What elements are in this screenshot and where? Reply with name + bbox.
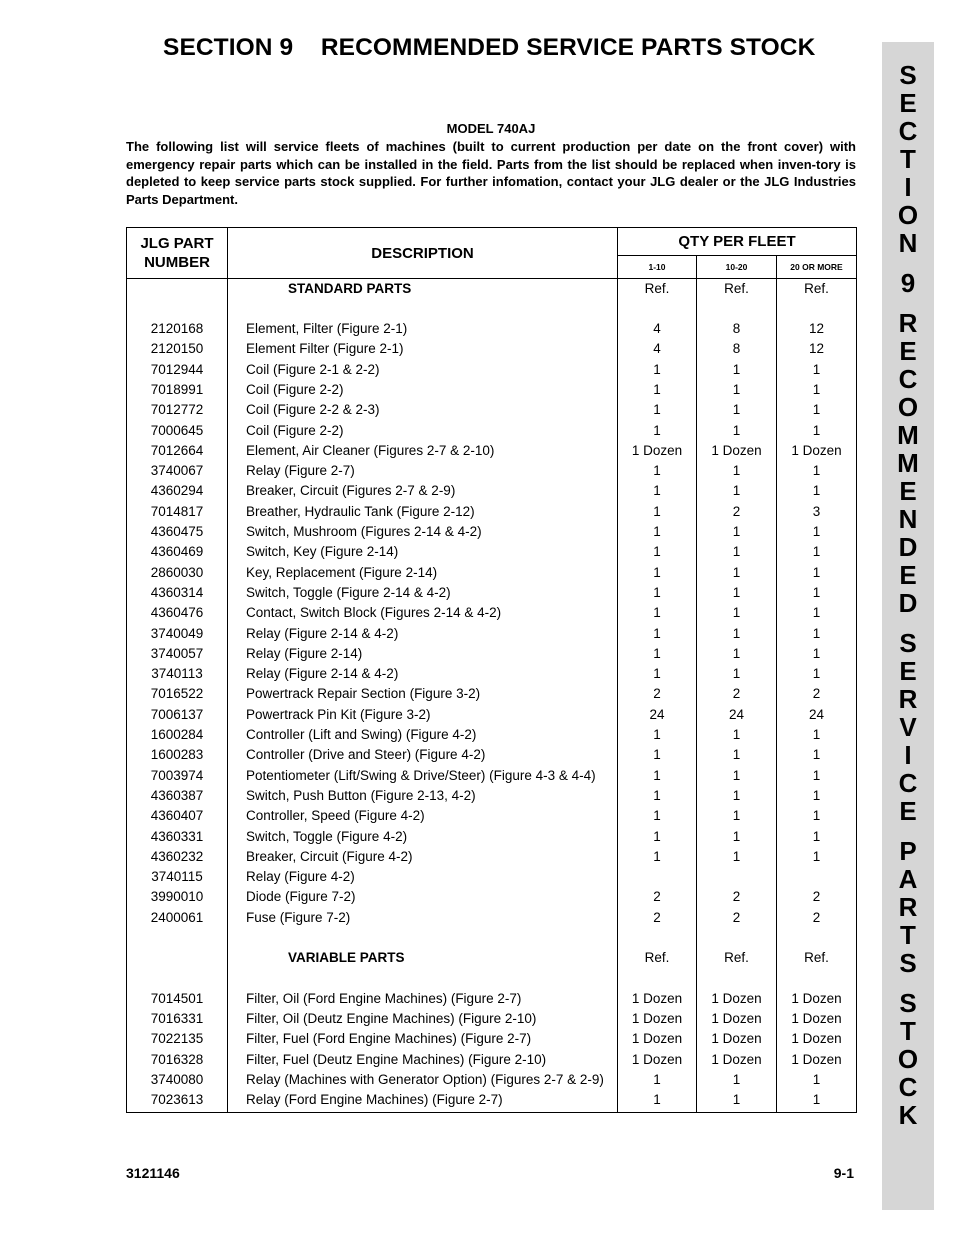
part-number-cell: 2860030 xyxy=(127,563,228,583)
qty-1-10-cell: 1 xyxy=(618,766,697,786)
table-row xyxy=(127,847,857,867)
side-tab-letters xyxy=(882,61,934,1129)
qty-1-10-cell: 1 xyxy=(618,847,697,867)
part-number-cell: 7018991 xyxy=(127,380,228,400)
qty-10-20-cell: 1 xyxy=(697,644,777,664)
qty-1-10-cell: 1 xyxy=(618,624,697,644)
qty-1-10-cell: 1 xyxy=(618,786,697,806)
qty-10-20-cell: 1 xyxy=(697,380,777,400)
side-tab-letter: R xyxy=(898,308,918,338)
qty-1-10-cell: 1 xyxy=(618,461,697,481)
qty-1-10-cell: 1 xyxy=(618,421,697,441)
side-tab-letter: T xyxy=(900,144,916,174)
qty-1-10-cell: 1 Dozen xyxy=(618,1050,697,1070)
table-row xyxy=(127,563,857,583)
qty-1-10-cell xyxy=(618,867,697,887)
table-row xyxy=(127,319,857,339)
qty-1-10-cell: 2 xyxy=(618,908,697,928)
qty-1-10-cell: 1 xyxy=(618,542,697,562)
qty-1-10-cell: 1 xyxy=(618,725,697,745)
qty-1-10-cell: 24 xyxy=(618,705,697,725)
qty-20-more-cell xyxy=(777,928,857,948)
description-cell: Filter, Oil (Deutz Engine Machines) (Figure 2-10) xyxy=(228,1009,618,1029)
side-tab-letter: R xyxy=(898,684,918,714)
header-qty-10-20: 10-20 xyxy=(697,256,777,279)
qty-20-more-cell: 1 xyxy=(777,847,857,867)
qty-1-10-cell: 1 xyxy=(618,1070,697,1090)
description-cell: Powertrack Repair Section (Figure 3-2) xyxy=(228,684,618,704)
qty-10-20-cell: 1 xyxy=(697,583,777,603)
side-tab-letter: O xyxy=(897,392,919,422)
description-cell: Contact, Switch Block (Figures 2-14 & 4-2) xyxy=(228,603,618,623)
qty-10-20-cell: 1 xyxy=(697,745,777,765)
qty-1-10-cell: Ref. xyxy=(618,948,697,968)
qty-10-20-cell xyxy=(697,867,777,887)
section-title: RECOMMENDED SERVICE PARTS STOCK xyxy=(320,34,816,61)
qty-10-20-cell: 1 xyxy=(697,400,777,420)
qty-1-10-cell xyxy=(618,969,697,989)
part-number-cell: 4360232 xyxy=(127,847,228,867)
part-number-cell xyxy=(127,928,228,948)
part-number-cell: 7022135 xyxy=(127,1029,228,1049)
part-number-cell: 1600283 xyxy=(127,745,228,765)
side-tab-letter: E xyxy=(899,560,917,590)
side-tab-letter: O xyxy=(897,200,919,230)
table-row xyxy=(127,522,857,542)
part-number-cell xyxy=(127,279,228,299)
table-row xyxy=(127,705,857,725)
description-cell: Key, Replacement (Figure 2-14) xyxy=(228,563,618,583)
qty-20-more-cell: 1 xyxy=(777,380,857,400)
side-tab-letter: R xyxy=(898,892,918,922)
qty-20-more-cell: 1 xyxy=(777,583,857,603)
qty-1-10-cell: 1 xyxy=(618,664,697,684)
qty-1-10-cell: 2 xyxy=(618,684,697,704)
qty-10-20-cell: 1 xyxy=(697,847,777,867)
table-row xyxy=(127,806,857,826)
description-cell: Powertrack Pin Kit (Figure 3-2) xyxy=(228,705,618,725)
qty-10-20-cell: 2 xyxy=(697,684,777,704)
qty-10-20-cell: 1 xyxy=(697,421,777,441)
part-number-cell: 7014501 xyxy=(127,989,228,1009)
side-tab-letter: S xyxy=(899,628,917,658)
qty-20-more-cell: 24 xyxy=(777,705,857,725)
part-number-cell: 2120150 xyxy=(127,339,228,359)
qty-20-more-cell: 1 Dozen xyxy=(777,989,857,1009)
qty-10-20-cell: 8 xyxy=(697,339,777,359)
table-row xyxy=(127,684,857,704)
description-cell: Fuse (Figure 7-2) xyxy=(228,908,618,928)
qty-10-20-cell: 1 Dozen xyxy=(697,441,777,461)
qty-1-10-cell: 1 xyxy=(618,745,697,765)
part-number-cell: 3740113 xyxy=(127,664,228,684)
part-number-cell: 4360314 xyxy=(127,583,228,603)
part-number-cell: 3740067 xyxy=(127,461,228,481)
qty-1-10-cell: 1 xyxy=(618,481,697,501)
qty-10-20-cell: 1 Dozen xyxy=(697,1050,777,1070)
side-tab-letter: C xyxy=(898,116,918,146)
page-heading xyxy=(163,34,815,62)
qty-20-more-cell: 2 xyxy=(777,887,857,907)
intro-paragraph: The following list will service fleets of machines (built to current production per date on the front cover) with emergency repair parts which can be installed in the field. Parts from the list should be replaced when inven-tory is depleted to keep service parts stock supplied. For further infomation, contact your JLG dealer or the JLG Industries Parts Department. xyxy=(126,139,856,207)
description-cell: Coil (Figure 2-2) xyxy=(228,380,618,400)
qty-10-20-cell xyxy=(697,299,777,319)
description-cell xyxy=(228,969,618,989)
table-row xyxy=(127,908,857,928)
description-cell: Potentiometer (Lift/Swing & Drive/Steer) (Figure 4-3 & 4-4) xyxy=(228,766,618,786)
description-cell: VARIABLE PARTS xyxy=(228,948,618,968)
part-number-cell: 4360476 xyxy=(127,603,228,623)
qty-20-more-cell: 1 xyxy=(777,786,857,806)
qty-20-more-cell: 1 xyxy=(777,461,857,481)
qty-10-20-cell: 2 xyxy=(697,908,777,928)
qty-20-more-cell: 1 xyxy=(777,603,857,623)
part-number-cell: 4360407 xyxy=(127,806,228,826)
description-cell: Relay (Figure 2-7) xyxy=(228,461,618,481)
part-number-cell: 3740049 xyxy=(127,624,228,644)
qty-1-10-cell: 1 xyxy=(618,583,697,603)
qty-20-more-cell: 1 xyxy=(777,827,857,847)
part-number-cell: 3740080 xyxy=(127,1070,228,1090)
qty-20-more-cell xyxy=(777,867,857,887)
side-tab-letter: N xyxy=(898,504,918,534)
side-tab-letter: E xyxy=(899,336,917,366)
qty-10-20-cell: 1 xyxy=(697,522,777,542)
table-row xyxy=(127,644,857,664)
qty-1-10-cell: 1 xyxy=(618,1090,697,1112)
qty-20-more-cell: 1 xyxy=(777,481,857,501)
table-row xyxy=(127,542,857,562)
qty-20-more-cell: 3 xyxy=(777,502,857,522)
part-number-cell: 7012772 xyxy=(127,400,228,420)
qty-20-more-cell: 1 Dozen xyxy=(777,1009,857,1029)
side-tab-letter: S xyxy=(899,60,917,90)
table-row xyxy=(127,725,857,745)
table-row xyxy=(127,603,857,623)
qty-20-more-cell: 1 xyxy=(777,624,857,644)
part-number-cell xyxy=(127,299,228,319)
qty-1-10-cell: 1 xyxy=(618,563,697,583)
qty-20-more-cell: 1 xyxy=(777,1090,857,1112)
table-row xyxy=(127,1070,857,1090)
table-section-row xyxy=(127,279,857,299)
side-tab-letter: P xyxy=(899,836,917,866)
part-number-cell: 4360294 xyxy=(127,481,228,501)
description-cell: Controller (Lift and Swing) (Figure 4-2) xyxy=(228,725,618,745)
description-cell: Coil (Figure 2-2 & 2-3) xyxy=(228,400,618,420)
qty-1-10-cell: 1 Dozen xyxy=(618,1029,697,1049)
side-tab-letter: T xyxy=(900,920,916,950)
qty-1-10-cell: 2 xyxy=(618,887,697,907)
qty-10-20-cell: 1 xyxy=(697,806,777,826)
qty-10-20-cell: 1 xyxy=(697,481,777,501)
qty-10-20-cell xyxy=(697,928,777,948)
description-cell: Diode (Figure 7-2) xyxy=(228,887,618,907)
qty-1-10-cell: 4 xyxy=(618,319,697,339)
description-cell: Element Filter (Figure 2-1) xyxy=(228,339,618,359)
table-row xyxy=(127,867,857,887)
table-row xyxy=(127,664,857,684)
qty-10-20-cell: Ref. xyxy=(697,948,777,968)
part-number-cell: 3740115 xyxy=(127,867,228,887)
side-tab-letter: V xyxy=(899,712,917,742)
document-number: 3121146 xyxy=(126,1165,180,1181)
table-row xyxy=(127,827,857,847)
qty-20-more-cell: 1 xyxy=(777,400,857,420)
side-tab-letter: C xyxy=(898,768,918,798)
part-number-cell: 7012944 xyxy=(127,360,228,380)
qty-1-10-cell xyxy=(618,928,697,948)
table-row xyxy=(127,360,857,380)
side-tab-letter: E xyxy=(899,88,917,118)
table-spacer-row xyxy=(127,928,857,948)
qty-1-10-cell: 1 xyxy=(618,380,697,400)
qty-20-more-cell: 1 Dozen xyxy=(777,441,857,461)
qty-20-more-cell: 1 xyxy=(777,360,857,380)
qty-20-more-cell: 1 xyxy=(777,766,857,786)
description-cell: Switch, Key (Figure 2-14) xyxy=(228,542,618,562)
table-row xyxy=(127,989,857,1009)
qty-20-more-cell: 12 xyxy=(777,339,857,359)
side-tab-letter: M xyxy=(897,448,919,478)
header-qty-1-10: 1-10 xyxy=(618,256,697,279)
side-tab-letter: I xyxy=(904,172,912,202)
side-tab-letter: E xyxy=(899,476,917,506)
description-cell: Switch, Mushroom (Figures 2-14 & 4-2) xyxy=(228,522,618,542)
qty-1-10-cell: 1 xyxy=(618,360,697,380)
qty-10-20-cell: 24 xyxy=(697,705,777,725)
table-row xyxy=(127,1050,857,1070)
table-row xyxy=(127,1009,857,1029)
side-tab-letter: D xyxy=(898,588,918,618)
table-row xyxy=(127,1090,857,1112)
qty-10-20-cell: 1 Dozen xyxy=(697,1009,777,1029)
description-cell: Filter, Fuel (Deutz Engine Machines) (Figure 2-10) xyxy=(228,1050,618,1070)
qty-10-20-cell: 1 xyxy=(697,603,777,623)
table-row xyxy=(127,786,857,806)
qty-20-more-cell: Ref. xyxy=(777,948,857,968)
side-tab-letter: D xyxy=(898,532,918,562)
part-number-cell: 7012664 xyxy=(127,441,228,461)
description-cell: Switch, Toggle (Figure 4-2) xyxy=(228,827,618,847)
qty-10-20-cell: 1 xyxy=(697,725,777,745)
table-row xyxy=(127,583,857,603)
qty-10-20-cell xyxy=(697,969,777,989)
description-cell: Coil (Figure 2-1 & 2-2) xyxy=(228,360,618,380)
qty-1-10-cell: 4 xyxy=(618,339,697,359)
qty-20-more-cell: 1 xyxy=(777,644,857,664)
part-number-cell: 7014817 xyxy=(127,502,228,522)
table-row xyxy=(127,400,857,420)
qty-20-more-cell: 1 xyxy=(777,745,857,765)
side-tab-letter: A xyxy=(898,864,918,894)
side-tab-letter: S xyxy=(899,988,917,1018)
qty-10-20-cell: 8 xyxy=(697,319,777,339)
qty-1-10-cell: 1 xyxy=(618,827,697,847)
part-number-cell: 4360469 xyxy=(127,542,228,562)
side-tab-letter: M xyxy=(897,420,919,450)
qty-1-10-cell xyxy=(618,299,697,319)
part-number-cell: 3990010 xyxy=(127,887,228,907)
qty-10-20-cell: 1 xyxy=(697,1090,777,1112)
description-cell xyxy=(228,299,618,319)
description-cell: STANDARD PARTS xyxy=(228,279,618,299)
qty-20-more-cell: 1 xyxy=(777,806,857,826)
qty-20-more-cell: 2 xyxy=(777,684,857,704)
qty-20-more-cell: 1 xyxy=(777,542,857,562)
header-qty-per-fleet: QTY PER FLEET xyxy=(618,228,857,256)
parts-table xyxy=(126,227,857,1113)
description-cell: Breather, Hydraulic Tank (Figure 2-12) xyxy=(228,502,618,522)
description-cell: Breaker, Circuit (Figure 4-2) xyxy=(228,847,618,867)
section-label: SECTION 9 xyxy=(163,34,294,61)
side-tab-letter: C xyxy=(898,1072,918,1102)
side-tab-letter: I xyxy=(904,740,912,770)
qty-10-20-cell: 1 xyxy=(697,1070,777,1090)
description-cell: Coil (Figure 2-2) xyxy=(228,421,618,441)
qty-1-10-cell: 1 xyxy=(618,603,697,623)
qty-20-more-cell: 1 xyxy=(777,421,857,441)
part-number-cell: 7016331 xyxy=(127,1009,228,1029)
description-cell: Element, Filter (Figure 2-1) xyxy=(228,319,618,339)
qty-10-20-cell: 1 Dozen xyxy=(697,1029,777,1049)
qty-10-20-cell: Ref. xyxy=(697,279,777,299)
qty-20-more-cell: 1 xyxy=(777,522,857,542)
table-row xyxy=(127,441,857,461)
section-side-tab xyxy=(882,42,934,1210)
qty-1-10-cell: 1 xyxy=(618,806,697,826)
qty-10-20-cell: 1 xyxy=(697,360,777,380)
qty-1-10-cell: 1 Dozen xyxy=(618,441,697,461)
qty-10-20-cell: 1 xyxy=(697,563,777,583)
qty-20-more-cell xyxy=(777,969,857,989)
description-cell: Relay (Ford Engine Machines) (Figure 2-7) xyxy=(228,1090,618,1112)
description-cell: Relay (Figure 4-2) xyxy=(228,867,618,887)
table-spacer-row xyxy=(127,969,857,989)
table-spacer-row xyxy=(127,299,857,319)
qty-20-more-cell: 1 Dozen xyxy=(777,1029,857,1049)
table-row xyxy=(127,380,857,400)
qty-10-20-cell: 1 xyxy=(697,786,777,806)
header-qty-20-more: 20 OR MORE xyxy=(777,256,857,279)
parts-table-body xyxy=(127,279,857,1113)
side-tab-letter: 9 xyxy=(900,268,916,298)
description-cell: Relay (Machines with Generator Option) (Figures 2-7 & 2-9) xyxy=(228,1070,618,1090)
qty-1-10-cell: 1 xyxy=(618,400,697,420)
description-cell xyxy=(228,928,618,948)
side-tab-letter: E xyxy=(899,656,917,686)
table-row xyxy=(127,481,857,501)
table-row xyxy=(127,421,857,441)
header-description: DESCRIPTION xyxy=(228,228,618,279)
qty-20-more-cell: Ref. xyxy=(777,279,857,299)
header-part-number: JLG PART NUMBER xyxy=(127,228,228,279)
model-label: MODEL 740AJ xyxy=(446,121,536,136)
part-number-cell: 7006137 xyxy=(127,705,228,725)
qty-20-more-cell: 1 Dozen xyxy=(777,1050,857,1070)
qty-1-10-cell: 1 Dozen xyxy=(618,989,697,1009)
part-number-cell: 2120168 xyxy=(127,319,228,339)
qty-20-more-cell: 1 xyxy=(777,1070,857,1090)
qty-1-10-cell: 1 xyxy=(618,522,697,542)
page-number: 9-1 xyxy=(833,1165,854,1181)
table-row xyxy=(127,461,857,481)
qty-10-20-cell: 2 xyxy=(697,502,777,522)
qty-1-10-cell: 1 xyxy=(618,644,697,664)
table-row xyxy=(127,339,857,359)
qty-10-20-cell: 1 xyxy=(697,542,777,562)
part-number-cell: 1600284 xyxy=(127,725,228,745)
table-row xyxy=(127,887,857,907)
qty-10-20-cell: 2 xyxy=(697,887,777,907)
description-cell: Filter, Fuel (Ford Engine Machines) (Figure 2-7) xyxy=(228,1029,618,1049)
table-row xyxy=(127,1029,857,1049)
qty-20-more-cell: 1 xyxy=(777,664,857,684)
qty-1-10-cell: 1 Dozen xyxy=(618,1009,697,1029)
part-number-cell: 4360387 xyxy=(127,786,228,806)
part-number-cell: 7016522 xyxy=(127,684,228,704)
qty-20-more-cell: 2 xyxy=(777,908,857,928)
qty-20-more-cell: 1 xyxy=(777,725,857,745)
table-section-row xyxy=(127,948,857,968)
description-cell: Controller (Drive and Steer) (Figure 4-2) xyxy=(228,745,618,765)
part-number-cell: 7000645 xyxy=(127,421,228,441)
side-tab-letter: T xyxy=(900,1016,916,1046)
side-tab-letter: O xyxy=(897,1044,919,1074)
qty-10-20-cell: 1 xyxy=(697,624,777,644)
side-tab-letter: C xyxy=(898,364,918,394)
qty-20-more-cell: 12 xyxy=(777,319,857,339)
part-number-cell xyxy=(127,948,228,968)
side-tab-letter: K xyxy=(898,1100,918,1130)
part-number-cell: 7003974 xyxy=(127,766,228,786)
part-number-cell: 3740057 xyxy=(127,644,228,664)
description-cell: Relay (Figure 2-14) xyxy=(228,644,618,664)
description-cell: Element, Air Cleaner (Figures 2-7 & 2-10) xyxy=(228,441,618,461)
part-number-cell: 4360331 xyxy=(127,827,228,847)
side-tab-letter: E xyxy=(899,796,917,826)
qty-10-20-cell: 1 xyxy=(697,766,777,786)
side-tab-letter: N xyxy=(898,228,918,258)
description-cell: Switch, Toggle (Figure 2-14 & 4-2) xyxy=(228,583,618,603)
qty-10-20-cell: 1 xyxy=(697,461,777,481)
qty-1-10-cell: 1 xyxy=(618,502,697,522)
table-row xyxy=(127,502,857,522)
part-number-cell xyxy=(127,969,228,989)
part-number-cell: 7016328 xyxy=(127,1050,228,1070)
qty-20-more-cell: 1 xyxy=(777,563,857,583)
description-cell: Relay (Figure 2-14 & 4-2) xyxy=(228,624,618,644)
qty-20-more-cell xyxy=(777,299,857,319)
description-cell: Filter, Oil (Ford Engine Machines) (Figure 2-7) xyxy=(228,989,618,1009)
qty-1-10-cell: Ref. xyxy=(618,279,697,299)
qty-10-20-cell: 1 xyxy=(697,827,777,847)
table-row xyxy=(127,624,857,644)
side-tab-letter: S xyxy=(899,948,917,978)
part-number-cell: 7023613 xyxy=(127,1090,228,1112)
description-cell: Controller, Speed (Figure 4-2) xyxy=(228,806,618,826)
description-cell: Breaker, Circuit (Figures 2-7 & 2-9) xyxy=(228,481,618,501)
description-cell: Relay (Figure 2-14 & 4-2) xyxy=(228,664,618,684)
part-number-cell: 2400061 xyxy=(127,908,228,928)
qty-10-20-cell: 1 xyxy=(697,664,777,684)
qty-10-20-cell: 1 Dozen xyxy=(697,989,777,1009)
description-cell: Switch, Push Button (Figure 2-13, 4-2) xyxy=(228,786,618,806)
table-row xyxy=(127,745,857,765)
part-number-cell: 4360475 xyxy=(127,522,228,542)
table-row xyxy=(127,766,857,786)
